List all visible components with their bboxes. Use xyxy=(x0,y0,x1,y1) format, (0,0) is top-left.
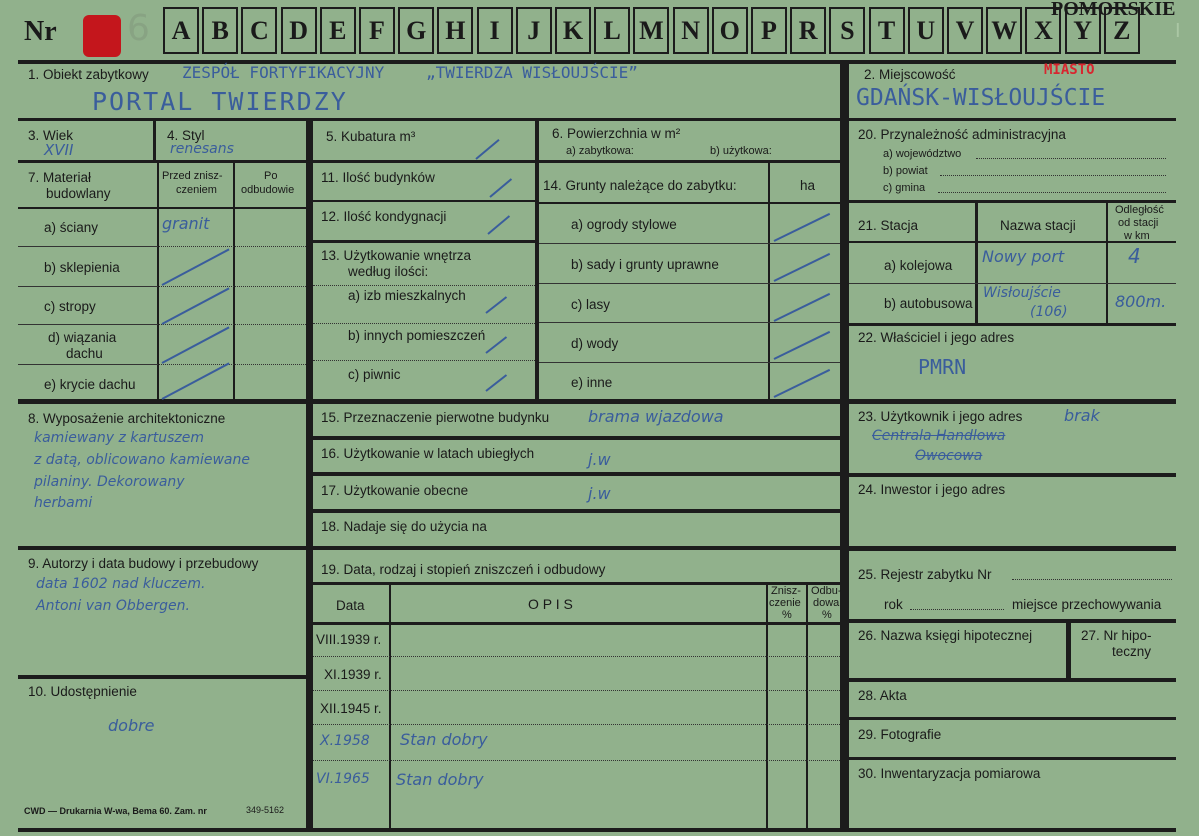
f14-b-label: b) sady i grunty uprawne xyxy=(571,257,719,272)
f9-value-l1: data 1602 nad kluczem. xyxy=(36,576,206,592)
index-letter-b: B xyxy=(202,7,238,54)
f19-row-3-date: XII.1945 r. xyxy=(320,701,382,716)
f1-value-line1: ZESPÓŁ FORTYFIKACYJNY xyxy=(182,63,385,82)
f19-row-2-date: XI.1939 r. xyxy=(324,667,382,682)
f14-label: 14. Grunty należące do zabytku: xyxy=(543,178,737,193)
index-letter-c: C xyxy=(241,7,277,54)
f3-value: XVII xyxy=(44,141,74,159)
f14-e-label: e) inne xyxy=(571,375,613,390)
f25-label: 25. Rejestr zabytku Nr xyxy=(858,567,992,582)
f1-value-line1b: „TWIERDZA WISŁOUJŚCIE” xyxy=(426,63,638,82)
index-letter-l: L xyxy=(594,7,630,54)
f22-value: PMRN xyxy=(918,355,967,379)
f26-label: 26. Nazwa księgi hipotecznej xyxy=(858,628,1033,643)
f19-col-z-l3: % xyxy=(782,609,792,621)
f27-label-l2: teczny xyxy=(1112,644,1152,659)
f19-col-o-l3: % xyxy=(822,609,832,621)
index-letter-h: H xyxy=(437,7,473,54)
index-letter-p: P xyxy=(751,7,787,54)
f19-row-4-desc: Stan dobry xyxy=(400,730,488,749)
f11-label: 11. Ilość budynków xyxy=(321,170,435,185)
f7-row-walls: a) ściany xyxy=(44,220,99,235)
f21-rail-label: a) kolejowa xyxy=(884,258,953,273)
side-mark: I xyxy=(1175,20,1181,42)
f7-col2-l2: odbudowie xyxy=(241,184,295,196)
f19-col-z-l1: Znisz- xyxy=(771,585,801,597)
f20-b-label: b) powiat xyxy=(883,165,928,177)
f12-label: 12. Ilość kondygnacji xyxy=(321,209,447,224)
f6-label: 6. Powierzchnia w m² xyxy=(552,126,681,141)
f14-a-label: a) ogrody stylowe xyxy=(571,217,677,232)
f14-d-label: d) wody xyxy=(571,336,619,351)
nr-label: Nr xyxy=(24,16,57,47)
f2-label: 2. Miejscowość xyxy=(864,67,956,82)
f7-row-ceilings: c) stropy xyxy=(44,299,96,314)
index-letter-d: D xyxy=(281,7,317,54)
f19-col-o-l2: dowa xyxy=(813,597,840,609)
f19-row-1-date: VIII.1939 r. xyxy=(316,632,382,647)
f4-label: 4. Styl xyxy=(167,128,205,143)
f2-value: GDAŃSK-WISŁOUJŚCIE xyxy=(856,85,1106,111)
f23-value: brak xyxy=(1064,406,1100,425)
f19-row-5-desc: Stan dobry xyxy=(396,770,484,789)
f7-label-l1: 7. Materiał xyxy=(28,170,92,185)
f8-value-l4: herbami xyxy=(34,495,93,511)
f19-label: 19. Data, rodzaj i stopień zniszczeń i odbudowy xyxy=(321,562,606,577)
f7-col2-l1: Po xyxy=(264,170,278,182)
index-letter-y: Y xyxy=(1065,7,1101,54)
f2-note: MIASTO xyxy=(1044,62,1095,78)
index-letter-r: R xyxy=(790,7,826,54)
stamp-mark: 6 xyxy=(127,8,150,49)
f18-label: 18. Nadaje się do użycia na xyxy=(321,519,487,534)
f7-label-l2: budowlany xyxy=(46,186,111,201)
f21-bus-name-l2: (106) xyxy=(1030,304,1068,320)
f10-label: 10. Udostępnienie xyxy=(28,684,137,699)
f21-bus-name-l1: Wisłoujście xyxy=(983,285,1061,301)
f13-a-label: a) izb mieszkalnych xyxy=(348,288,466,303)
f16-value: j.w xyxy=(588,450,611,469)
f23-struck-1: Centrala Handlowa xyxy=(872,428,1006,444)
f7-row-vaults: b) sklepienia xyxy=(44,260,120,275)
printer-note: CWD — Drukarnia W-wa, Bema 60. Zam. nr xyxy=(24,806,207,816)
region-label: POMORSKIE xyxy=(1051,0,1176,20)
f25-miejsce-label: miejsce przechowywania xyxy=(1012,597,1162,612)
f13-label-l1: 13. Użytkowanie wnętrza xyxy=(321,248,472,263)
index-letter-e: E xyxy=(320,7,356,54)
f19-col-date: Data xyxy=(336,598,365,613)
f21-rail-dist: 4 xyxy=(1128,244,1141,268)
f21-col-dist-l3: w km xyxy=(1124,230,1150,242)
f6-b-label: b) użytkowa: xyxy=(710,145,772,157)
f20-c-label: c) gmina xyxy=(883,182,926,194)
f19-col-desc: O P I S xyxy=(528,596,573,612)
f17-label: 17. Użytkowanie obecne xyxy=(321,483,469,498)
f21-label: 21. Stacja xyxy=(858,218,919,233)
f21-col-dist-l1: Odległość xyxy=(1115,204,1164,216)
f29-label: 29. Fotografie xyxy=(858,727,942,742)
f19-row-4-date: X.1958 xyxy=(320,733,370,749)
f19-col-z-l2: czenie xyxy=(769,597,801,609)
f23-label: 23. Użytkownik i jego adres xyxy=(858,409,1023,424)
f13-c-label: c) piwnic xyxy=(348,367,401,382)
f20-a-label: a) województwo xyxy=(883,148,962,160)
printer-order-no: 349-5162 xyxy=(246,805,285,815)
f7-row-roof-truss-2: dachu xyxy=(66,346,103,361)
f7-walls-value: granit xyxy=(162,214,210,233)
f15-value: brama wjazdowa xyxy=(588,407,724,426)
f8-value-l2: z datą, oblicowano kamiewane xyxy=(34,452,250,468)
f13-label-l2: według ilości: xyxy=(348,264,429,279)
f6-a-label: a) zabytkowa: xyxy=(566,145,634,157)
f7-row-roofing: e) krycie dachu xyxy=(44,377,136,392)
f8-value-l3: pilaniny. Dekorowany xyxy=(34,474,185,490)
f19-col-o-l1: Odbu- xyxy=(811,585,842,597)
index-letter-x: X xyxy=(1025,7,1061,54)
f3-label: 3. Wiek xyxy=(28,128,74,143)
f21-rail-name: Nowy port xyxy=(982,247,1065,266)
index-letter-j: J xyxy=(516,7,552,54)
index-letter-u: U xyxy=(908,7,944,54)
f14-c-label: c) lasy xyxy=(571,297,611,312)
index-letter-o: O xyxy=(712,7,748,54)
index-letter-v: V xyxy=(947,7,983,54)
index-letter-t: T xyxy=(869,7,905,54)
f21-col-name: Nazwa stacji xyxy=(1000,218,1076,233)
f14-unit: ha xyxy=(800,178,816,193)
index-letter-f: F xyxy=(359,7,395,54)
f7-col1-l2: czeniem xyxy=(176,184,217,196)
f27-label-l1: 27. Nr hipo- xyxy=(1081,628,1152,643)
f22-label: 22. Właściciel i jego adres xyxy=(858,330,1015,345)
red-seal xyxy=(83,15,121,57)
f1-label: 1. Obiekt zabytkowy xyxy=(28,67,149,82)
index-letter-k: K xyxy=(555,7,591,54)
f30-label: 30. Inwentaryzacja pomiarowa xyxy=(858,766,1041,781)
f20-label: 20. Przynależność administracyjna xyxy=(858,127,1066,142)
f19-row-5-date: VI.1965 xyxy=(316,771,370,787)
f13-b-label: b) innych pomieszczeń xyxy=(348,328,486,343)
f15-label: 15. Przeznaczenie pierwotne budynku xyxy=(321,410,550,425)
f21-bus-dist: 800m. xyxy=(1115,292,1167,311)
index-letter-g: G xyxy=(398,7,434,54)
f8-label: 8. Wyposażenie architektoniczne xyxy=(28,411,226,426)
index-letter-w: W xyxy=(986,7,1022,54)
index-letter-m: M xyxy=(633,7,669,54)
f21-bus-label: b) autobusowa xyxy=(884,296,973,311)
index-letter-s: S xyxy=(829,7,865,54)
f10-value: dobre xyxy=(108,716,155,735)
index-letter-n: N xyxy=(673,7,709,54)
f24-label: 24. Inwestor i jego adres xyxy=(858,482,1006,497)
f25-rok-label: rok xyxy=(884,597,903,612)
f23-struck-2: Owocowa xyxy=(915,448,983,464)
f7-row-roof-truss: d) wiązania xyxy=(48,330,117,345)
f7-col1-l1: Przed znisz- xyxy=(162,170,223,182)
index-letter-z: Z xyxy=(1104,7,1140,54)
f5-label: 5. Kubatura m³ xyxy=(326,129,416,144)
index-letter-i: I xyxy=(477,7,513,54)
f1-value-line2: PORTAL TWIERDZY xyxy=(92,87,348,116)
f9-label: 9. Autorzy i data budowy i przebudowy xyxy=(28,556,259,571)
f17-value: j.w xyxy=(588,484,611,503)
f21-col-dist-l2: od stacji xyxy=(1118,217,1159,229)
f16-label: 16. Użytkowanie w latach ubiegłych xyxy=(321,446,535,461)
f8-value-l1: kamiewany z kartuszem xyxy=(34,430,204,446)
f4-value: renesans xyxy=(170,141,234,157)
index-letter-a: A xyxy=(163,7,199,54)
f28-label: 28. Akta xyxy=(858,688,907,703)
f9-value-l2: Antoni van Obbergen. xyxy=(36,598,190,614)
